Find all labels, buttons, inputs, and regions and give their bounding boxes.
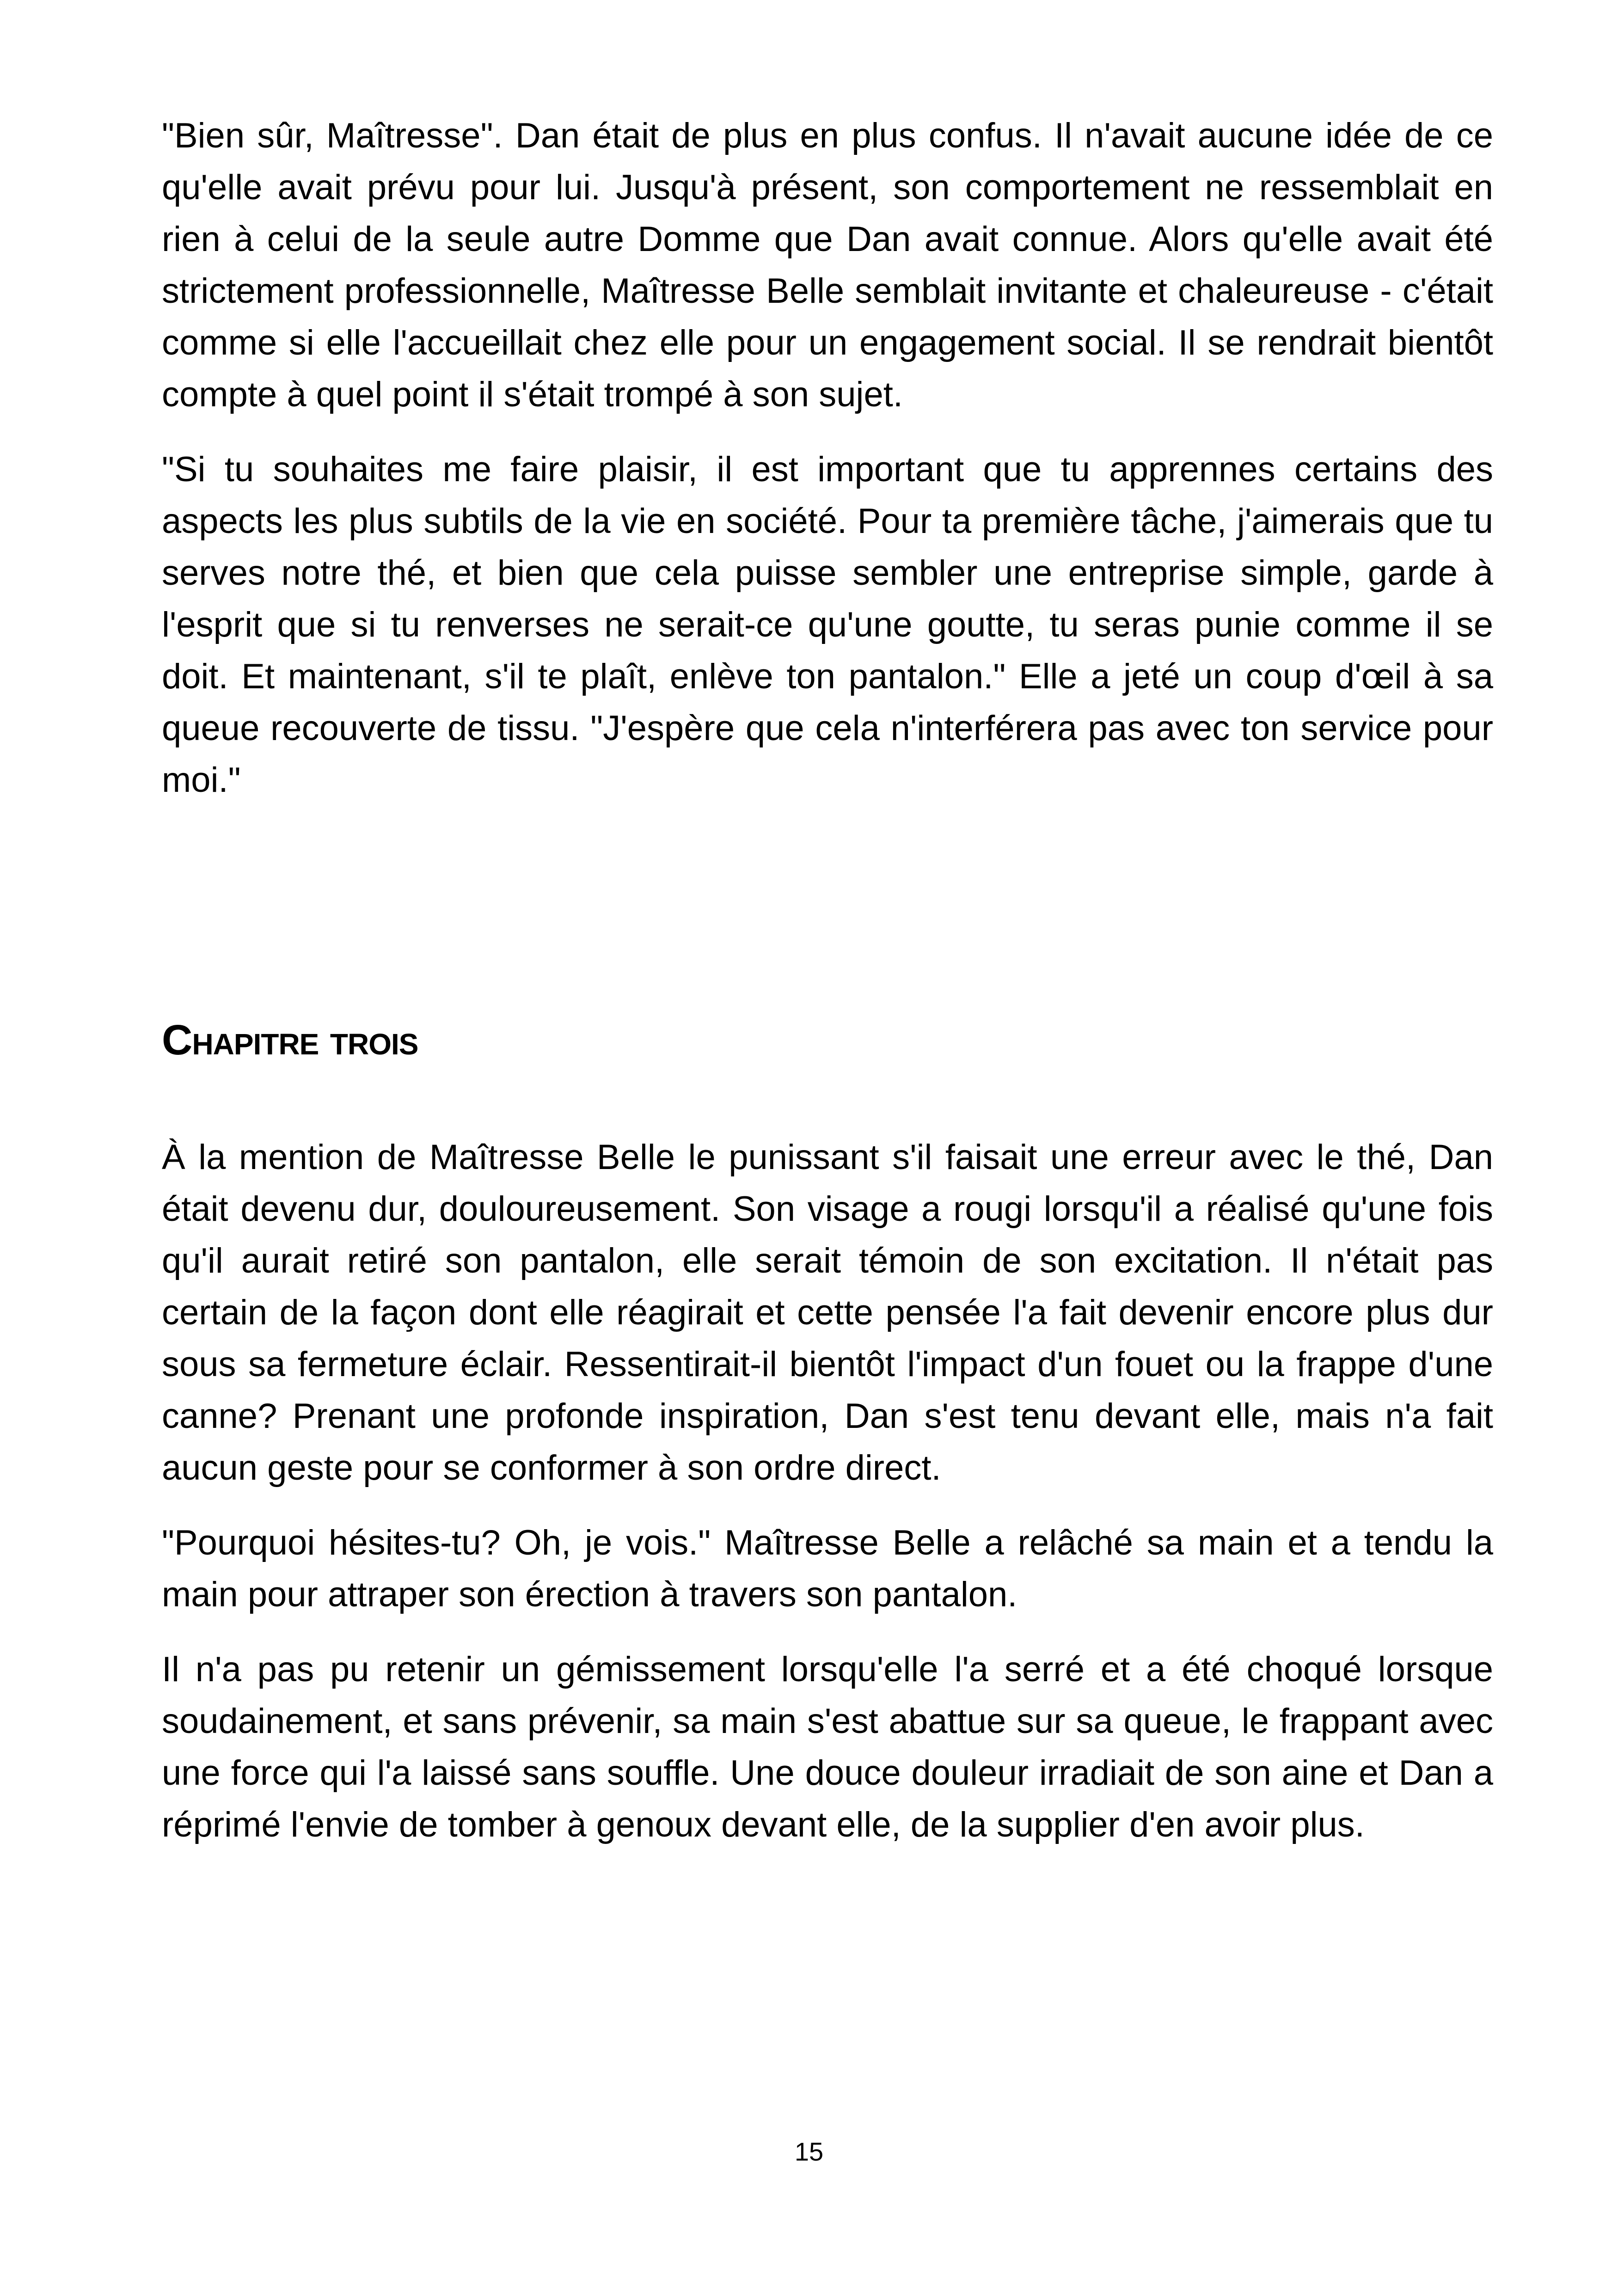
page-number: 15 bbox=[794, 2137, 824, 2166]
text-block-bottom bbox=[162, 1132, 1493, 1851]
chapter-heading: Chapitre trois bbox=[162, 1016, 418, 1064]
text-block-top bbox=[162, 110, 1493, 806]
paragraph-3: À la mention de Maîtresse Belle le punissant s'il faisait une erreur avec le thé, Dan était devenu dur, douloureusement. Son visage a rougi lorsqu'il a réalisé qu'une fois qu'il aurait retiré son pantalon, elle serait témoin de son excitation. Il n'était pas certain de la façon dont elle réagirait et cette pensée l'a fait devenir encore plus dur sous sa fermeture éclair. Ressentirait-il bientôt l'impact d'un fouet ou la frappe d'une canne? Prenant une profonde inspiration, Dan s'est tenu devant elle, mais n'a fait aucun geste pour se conformer à son ordre direct. bbox=[162, 1138, 1493, 1488]
paragraph-2: "Si tu souhaites me faire plaisir, il est important que tu apprennes certains des aspects les plus subtils de la vie en société. Pour ta première tâche, j'aimerais que tu serves notre thé, et bien que cela puisse sembler une entreprise simple, garde à l'esprit que si tu renverses ne serait-ce qu'une goutte, tu seras punie comme il se doit. Et maintenant, s'il te plaît, enlève ton pantalon." Elle a jeté un coup d'œil à sa queue recouverte de tissu. "J'espère que cela n'interférera pas avec ton service pour moi." bbox=[162, 450, 1493, 800]
paragraph-5: Il n'a pas pu retenir un gémissement lorsqu'elle l'a serré et a été choqué lorsque soudainement, et sans prévenir, sa main s'est abattue sur sa queue, le frappant avec une force qui l'a laissé sans souffle. Une douce douleur irradiait de son aine et Dan a réprimé l'envie de tomber à genoux devant elle, de la supplier d'en avoir plus. bbox=[162, 1650, 1493, 1844]
paragraph-1: "Bien sûr, Maîtresse". Dan était de plus en plus confus. Il n'avait aucune idée de ce qu'elle avait prévu pour lui. Jusqu'à présent, son comportement ne ressemblait en rien à celui de la seule autre Domme que Dan avait connue. Alors qu'elle avait été strictement professionnelle, Maîtresse Belle semblait invitante et chaleureuse - c'était comme si elle l'accueillait chez elle pour un engagement social. Il se rendrait bientôt compte à quel point il s'était trompé à son sujet. bbox=[162, 116, 1493, 414]
paragraph-4: "Pourquoi hésites-tu? Oh, je vois." Maîtresse Belle a relâché sa main et a tendu la main pour attraper son érection à travers son pantalon. bbox=[162, 1523, 1493, 1614]
